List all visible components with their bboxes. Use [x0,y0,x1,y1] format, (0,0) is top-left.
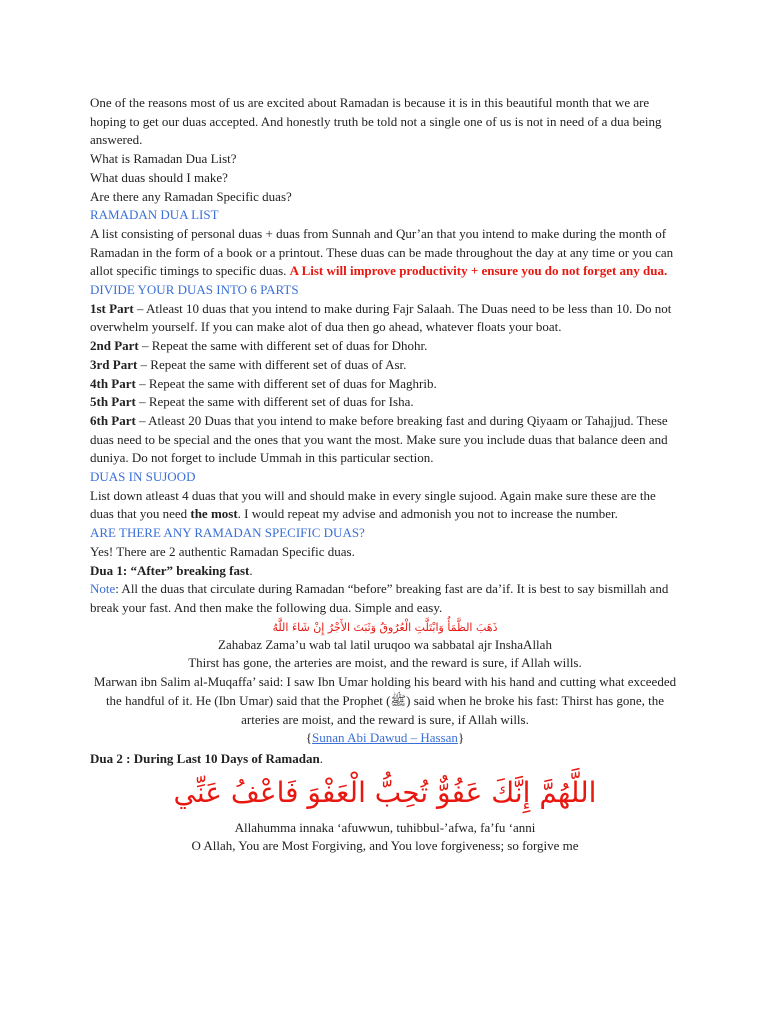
dua-1-title [90,562,680,581]
part-5 [90,393,680,412]
question-3: Are there any Ramadan Specific duas? [90,188,292,204]
part-3-label: 3rd Part [90,356,138,372]
heading-duas-in-sujood: DUAS IN SUJOOD [90,469,196,485]
source-link[interactable]: Sunan Abi Dawud – Hassan [312,730,458,746]
dua-1-arabic: ذَهَبَ الظَّمَأُ وَابْتَلَّتِ الْعُرُوقُ وَثَبَتَ الأَجْرُ إِنْ شَاءَ اللَّهُ [272,620,498,634]
dua-2-arabic: اللَّهُمَّ إِنَّكَ عَفُوٌّ تُحِبُّ الْعَفْوَ فَاعْفُ عَنِّي [173,775,597,809]
sujood-text-c: . I would repeat my advise and admonish you not to increase the number. [237,506,618,522]
part-5-text: – Repeat the same with different set of duas for Isha. [135,394,414,410]
part-2 [90,337,680,356]
dua-list-paragraph [90,225,680,281]
part-3 [90,356,680,375]
note-paragraph [90,580,680,617]
specific-paragraph: Yes! There are 2 authentic Ramadan Specific duas. [90,543,355,559]
dua-2-title-period: . [319,750,323,766]
source-close-brace: } [457,730,465,746]
dua-list-period: . [663,263,668,279]
heading-ramadan-dua-list: RAMADAN DUA LIST [90,207,219,223]
part-1-label: 1st Part [90,300,134,316]
dua-2-title [90,750,680,769]
dua-list-highlight: A List will improve productivity + ensure you do not forget any dua [289,263,664,279]
article-body [90,94,680,856]
question-1: What is Ramadan Dua List? [90,151,237,167]
part-1 [90,300,680,337]
question-2: What duas should I make? [90,169,228,185]
dua-2-title-text: Dua 2 : During Last 10 Days of Ramadan [90,750,320,766]
part-6 [90,412,680,468]
sujood-paragraph [90,487,680,524]
note-label: Note [90,581,116,597]
part-4 [90,375,680,394]
sujood-emphasis: the most [190,506,238,522]
part-2-text: – Repeat the same with different set of duas for Dhohr. [138,338,428,354]
part-6-text: – Atleast 20 Duas that you intend to make before breaking fast and during Qiyaam or Tahajjud. These duas need to be special and the ones that you want the most. Make sure you include duas that balance deen and duniya. Do not forget to include Ummah in this particular section. [90,412,668,466]
intro-paragraph: One of the reasons most of us are excited about Ramadan is because it is in this beautiful month that we are hoping to get our duas accepted. And honestly truth be told not a single one of us is not in need of a dua being answered. [90,95,662,148]
heading-specific-duas: ARE THERE ANY RAMADAN SPECIFIC DUAS? [90,525,365,541]
part-6-label: 6th Part [90,412,136,428]
heading-divide-duas: DIVIDE YOUR DUAS INTO 6 PARTS [90,282,299,298]
part-2-label: 2nd Part [90,338,139,354]
part-3-text: – Repeat the same with different set of duas of Asr. [137,356,407,372]
dua-1-source [90,729,680,748]
source-open-brace: { [305,730,313,746]
part-1-text: – Atleast 10 duas that you intend to make during Fajr Salaah. The Duas need to be less than 10. Do not overwhelm yourself. If you can make alot of dua then go ahead, whatever floats your boat. [90,300,672,335]
dua-2-transliteration: Allahumma innaka ‘afuwwun, tuhibbul-’afwa, fa’fu ‘anni [234,819,536,835]
sujood-text-a: List down atleast 4 duas that you will and should make in every single sujood. Again make sure these are the duas that you need [90,487,656,522]
dua-1-title-text: Dua 1: “After” breaking fast [90,562,250,578]
dua-1-title-period: . [249,562,253,578]
dua-2-meaning: O Allah, You are Most Forgiving, and You love forgiveness; so forgive me [191,838,579,854]
dua-list-text: A list consisting of personal duas + duas from Sunnah and Qur’an that you intend to make during the month of Ramadan in the form of a book or a printout. These duas can be made throughout the day at any time or you can allot specific timings to specific duas. [90,225,674,279]
dua-1-transliteration: Zahabaz Zama’u wab tal latil uruqoo wa sabbatal ajr InshaAllah [218,636,552,652]
dua-1-hadith: Marwan ibn Salim al-Muqaffa’ said: I saw Ibn Umar holding his beard with his hand and cutting what exceeded the handful of it. He (Ibn Umar) said that the Prophet (ﷺ) said when he broke his fast: Thirst has gone, the arteries are moist, and the reward is sure, if Allah wills. [93,674,677,727]
part-4-text: – Repeat the same with different set of duas for Maghrib. [135,375,437,391]
part-4-label: 4th Part [90,375,136,391]
part-5-label: 5th Part [90,394,136,410]
dua-1-meaning: Thirst has gone, the arteries are moist, and the reward is sure, if Allah wills. [188,655,582,671]
note-text: : All the duas that circulate during Ramadan “before” breaking fast are da’if. It is best to say bismillah and break your fast. And then make the following dua. Simple and easy. [90,581,669,615]
